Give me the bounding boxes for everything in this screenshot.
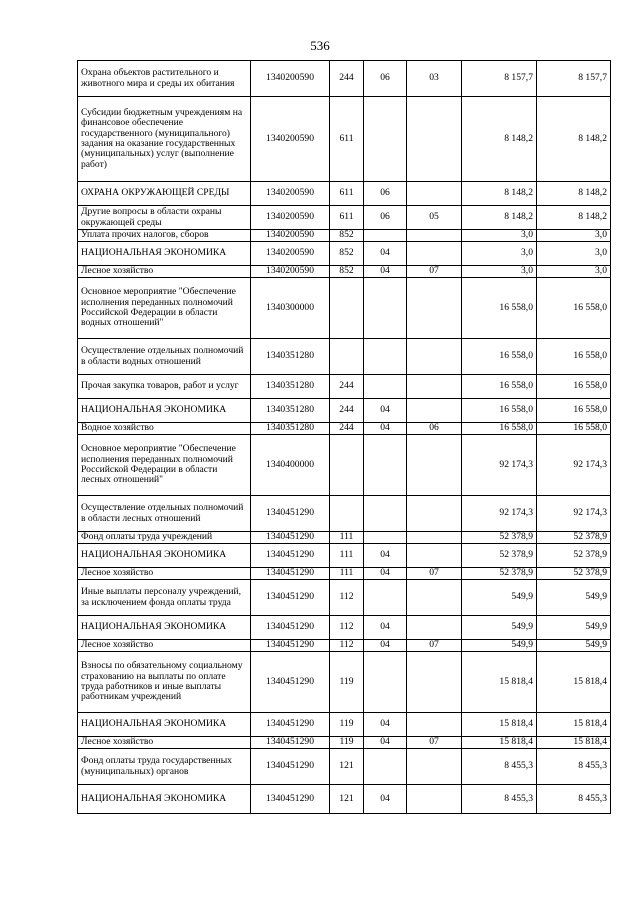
table-row: [78, 423, 611, 435]
expense-type: 852: [330, 230, 364, 242]
page-number: 536: [310, 38, 330, 53]
amount-2: 92 174,3: [537, 435, 611, 496]
section-code: 04: [364, 713, 407, 737]
subsection-code: [407, 616, 462, 640]
expense-type: [330, 339, 364, 375]
section-code: [364, 375, 407, 399]
amount-2: 8 148,2: [537, 206, 611, 230]
target-article-code: 1340451290: [251, 532, 330, 544]
amount-2: 52 378,9: [537, 544, 611, 568]
section-code: [364, 97, 407, 182]
row-name: НАЦИОНАЛЬНАЯ ЭКОНОМИКА: [78, 399, 251, 423]
amount-2: 8 157,7: [537, 61, 611, 97]
amount-1: 3,0: [462, 266, 537, 278]
row-name: Прочая закупка товаров, работ и услуг: [78, 375, 251, 399]
row-name: ОХРАНА ОКРУЖАЮЩЕЙ СРЕДЫ: [78, 182, 251, 206]
section-code: 04: [364, 616, 407, 640]
target-article-code: 1340200590: [251, 61, 330, 97]
table-row: [78, 713, 611, 737]
target-article-code: 1340451290: [251, 652, 330, 713]
section-code: 04: [364, 568, 407, 580]
row-name: Лесное хозяйство: [78, 568, 251, 580]
expense-type: 119: [330, 652, 364, 713]
row-name: Фонд оплаты труда государственных (муниципальных) органов: [78, 749, 251, 785]
table-row: [78, 278, 611, 339]
amount-2: 16 558,0: [537, 339, 611, 375]
row-name: Осуществление отдельных полномочий в области лесных отношений: [78, 496, 251, 532]
target-article-code: 1340200590: [251, 242, 330, 266]
table-row: [78, 568, 611, 580]
target-article-code: 1340351280: [251, 399, 330, 423]
amount-2: 16 558,0: [537, 423, 611, 435]
section-code: [364, 580, 407, 616]
amount-1: 549,9: [462, 616, 537, 640]
target-article-code: 1340451290: [251, 749, 330, 785]
target-article-code: 1340451290: [251, 544, 330, 568]
target-article-code: 1340200590: [251, 97, 330, 182]
section-code: [364, 532, 407, 544]
table-row: [78, 616, 611, 640]
section-code: 04: [364, 399, 407, 423]
table-row: [78, 182, 611, 206]
section-code: 04: [364, 737, 407, 749]
amount-1: 92 174,3: [462, 435, 537, 496]
amount-2: 16 558,0: [537, 278, 611, 339]
amount-1: 52 378,9: [462, 568, 537, 580]
amount-1: 15 818,4: [462, 652, 537, 713]
subsection-code: [407, 230, 462, 242]
section-code: [364, 230, 407, 242]
amount-1: 3,0: [462, 230, 537, 242]
expense-type: 244: [330, 399, 364, 423]
amount-1: 16 558,0: [462, 399, 537, 423]
amount-1: 52 378,9: [462, 544, 537, 568]
amount-2: 549,9: [537, 616, 611, 640]
subsection-code: [407, 652, 462, 713]
subsection-code: [407, 182, 462, 206]
expense-type: 119: [330, 737, 364, 749]
target-article-code: 1340451290: [251, 568, 330, 580]
subsection-code: 03: [407, 61, 462, 97]
row-name: НАЦИОНАЛЬНАЯ ЭКОНОМИКА: [78, 242, 251, 266]
section-code: [364, 339, 407, 375]
amount-1: 52 378,9: [462, 532, 537, 544]
section-code: 06: [364, 206, 407, 230]
row-name: Лесное хозяйство: [78, 640, 251, 652]
subsection-code: [407, 749, 462, 785]
table-row: [78, 580, 611, 616]
amount-2: 8 455,3: [537, 785, 611, 814]
expense-type: [330, 496, 364, 532]
row-name: Уплата прочих налогов, сборов: [78, 230, 251, 242]
subsection-code: [407, 97, 462, 182]
amount-1: 8 148,2: [462, 206, 537, 230]
amount-1: 16 558,0: [462, 278, 537, 339]
table-row: [78, 97, 611, 182]
amount-2: 52 378,9: [537, 532, 611, 544]
table-row: [78, 339, 611, 375]
table-row: [78, 61, 611, 97]
expense-type: 112: [330, 580, 364, 616]
target-article-code: 1340351280: [251, 423, 330, 435]
target-article-code: 1340400000: [251, 435, 330, 496]
table-row: [78, 749, 611, 785]
section-code: 04: [364, 640, 407, 652]
expense-type: 121: [330, 749, 364, 785]
table-row: [78, 544, 611, 568]
amount-1: 3,0: [462, 242, 537, 266]
section-code: [364, 496, 407, 532]
section-code: 04: [364, 266, 407, 278]
budget-table: [77, 60, 611, 814]
target-article-code: 1340451290: [251, 737, 330, 749]
expense-type: 244: [330, 375, 364, 399]
table-row: [78, 496, 611, 532]
amount-1: 16 558,0: [462, 375, 537, 399]
target-article-code: 1340451290: [251, 713, 330, 737]
table-row: [78, 266, 611, 278]
row-name: Другие вопросы в области охраны окружающей среды: [78, 206, 251, 230]
amount-1: 15 818,4: [462, 713, 537, 737]
section-code: 04: [364, 423, 407, 435]
section-code: [364, 749, 407, 785]
row-name: Субсидии бюджетным учреждениям на финансовое обеспечение государственного (муниципального) задания на оказание государственных (муниципальных) услуг (выполнение работ): [78, 97, 251, 182]
table-row: [78, 399, 611, 423]
amount-2: 15 818,4: [537, 713, 611, 737]
expense-type: 852: [330, 266, 364, 278]
table-row: [78, 375, 611, 399]
row-name: Взносы по обязательному социальному страхованию на выплаты по оплате труда работников и иные выплаты работникам учреждений: [78, 652, 251, 713]
subsection-code: [407, 496, 462, 532]
expense-type: 111: [330, 532, 364, 544]
table-row: [78, 230, 611, 242]
target-article-code: 1340451290: [251, 616, 330, 640]
amount-1: 8 455,3: [462, 785, 537, 814]
target-article-code: 1340351280: [251, 375, 330, 399]
target-article-code: 1340451290: [251, 496, 330, 532]
target-article-code: 1340200590: [251, 230, 330, 242]
row-name: НАЦИОНАЛЬНАЯ ЭКОНОМИКА: [78, 544, 251, 568]
amount-2: 3,0: [537, 242, 611, 266]
table-row: [78, 652, 611, 713]
amount-2: 92 174,3: [537, 496, 611, 532]
section-code: [364, 435, 407, 496]
subsection-code: [407, 242, 462, 266]
table-row: [78, 206, 611, 230]
amount-2: 8 148,2: [537, 182, 611, 206]
subsection-code: 05: [407, 206, 462, 230]
expense-type: 852: [330, 242, 364, 266]
subsection-code: [407, 399, 462, 423]
expense-type: 111: [330, 544, 364, 568]
amount-2: 15 818,4: [537, 652, 611, 713]
section-code: 04: [364, 242, 407, 266]
amount-1: 16 558,0: [462, 339, 537, 375]
subsection-code: [407, 544, 462, 568]
table-row: [78, 640, 611, 652]
amount-2: 52 378,9: [537, 568, 611, 580]
amount-2: 8 148,2: [537, 97, 611, 182]
amount-2: 16 558,0: [537, 375, 611, 399]
target-article-code: 1340200590: [251, 182, 330, 206]
amount-2: 549,9: [537, 640, 611, 652]
row-name: Охрана объектов растительного и животного мира и среды их обитания: [78, 61, 251, 97]
expense-type: 121: [330, 785, 364, 814]
amount-2: 3,0: [537, 230, 611, 242]
subsection-code: 07: [407, 737, 462, 749]
expense-type: 611: [330, 97, 364, 182]
expense-type: [330, 278, 364, 339]
amount-1: 549,9: [462, 640, 537, 652]
amount-1: 16 558,0: [462, 423, 537, 435]
section-code: [364, 278, 407, 339]
section-code: 04: [364, 544, 407, 568]
table-row: [78, 242, 611, 266]
table-row: [78, 435, 611, 496]
subsection-code: 06: [407, 423, 462, 435]
subsection-code: [407, 532, 462, 544]
expense-type: 611: [330, 206, 364, 230]
row-name: Фонд оплаты труда учреждений: [78, 532, 251, 544]
subsection-code: [407, 375, 462, 399]
section-code: 06: [364, 182, 407, 206]
subsection-code: [407, 713, 462, 737]
expense-type: 611: [330, 182, 364, 206]
subsection-code: [407, 785, 462, 814]
target-article-code: 1340300000: [251, 278, 330, 339]
subsection-code: 07: [407, 640, 462, 652]
section-code: 06: [364, 61, 407, 97]
amount-1: 8 148,2: [462, 97, 537, 182]
expense-type: 244: [330, 61, 364, 97]
row-name: Водное хозяйство: [78, 423, 251, 435]
row-name: НАЦИОНАЛЬНАЯ ЭКОНОМИКА: [78, 616, 251, 640]
subsection-code: 07: [407, 266, 462, 278]
table-row: [78, 532, 611, 544]
expense-type: 119: [330, 713, 364, 737]
target-article-code: 1340200590: [251, 266, 330, 278]
row-name: НАЦИОНАЛЬНАЯ ЭКОНОМИКА: [78, 713, 251, 737]
amount-1: 8 455,3: [462, 749, 537, 785]
row-name: НАЦИОНАЛЬНАЯ ЭКОНОМИКА: [78, 785, 251, 814]
subsection-code: [407, 278, 462, 339]
expense-type: 111: [330, 568, 364, 580]
expense-type: 112: [330, 640, 364, 652]
amount-2: 3,0: [537, 266, 611, 278]
row-name: Лесное хозяйство: [78, 266, 251, 278]
subsection-code: [407, 580, 462, 616]
target-article-code: 1340200590: [251, 206, 330, 230]
amount-1: 8 148,2: [462, 182, 537, 206]
subsection-code: [407, 435, 462, 496]
target-article-code: 1340451290: [251, 580, 330, 616]
expense-type: 112: [330, 616, 364, 640]
amount-1: 8 157,7: [462, 61, 537, 97]
amount-2: 549,9: [537, 580, 611, 616]
amount-2: 16 558,0: [537, 399, 611, 423]
table-row: [78, 737, 611, 749]
section-code: [364, 652, 407, 713]
table-row: [78, 785, 611, 814]
target-article-code: 1340451290: [251, 640, 330, 652]
row-name: Лесное хозяйство: [78, 737, 251, 749]
amount-2: 8 455,3: [537, 749, 611, 785]
amount-1: 92 174,3: [462, 496, 537, 532]
target-article-code: 1340351280: [251, 339, 330, 375]
target-article-code: 1340451290: [251, 785, 330, 814]
subsection-code: [407, 339, 462, 375]
expense-type: 244: [330, 423, 364, 435]
row-name: Основное мероприятие "Обеспечение исполнения переданных полномочий Российской Федерации в области водных отношений": [78, 278, 251, 339]
row-name: Осуществление отдельных полномочий в области водных отношений: [78, 339, 251, 375]
subsection-code: 07: [407, 568, 462, 580]
amount-1: 15 818,4: [462, 737, 537, 749]
section-code: 04: [364, 785, 407, 814]
expense-type: [330, 435, 364, 496]
amount-1: 549,9: [462, 580, 537, 616]
amount-2: 15 818,4: [537, 737, 611, 749]
row-name: Иные выплаты персоналу учреждений, за исключением фонда оплаты труда: [78, 580, 251, 616]
row-name: Основное мероприятие "Обеспечение исполнения переданных полномочий Российской Федерации в области лесных отношений": [78, 435, 251, 496]
